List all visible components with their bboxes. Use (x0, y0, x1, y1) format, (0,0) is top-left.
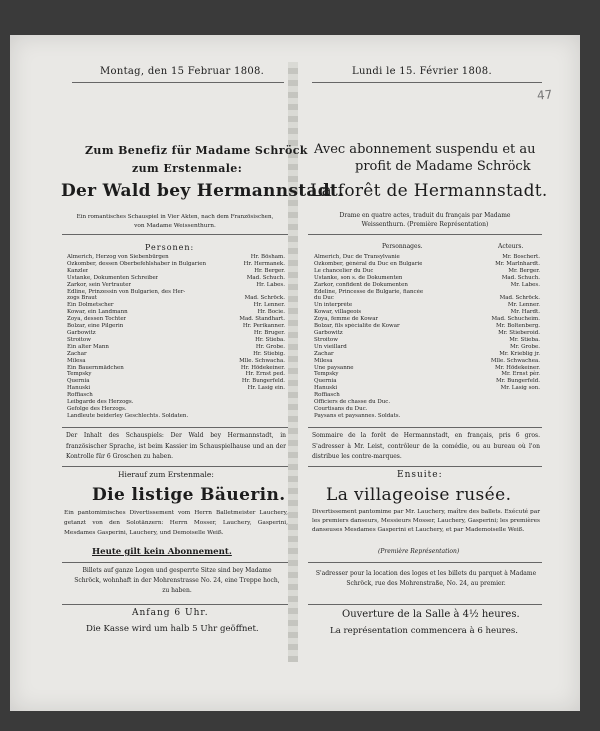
left-abonnement: Heute gilt kein Abonnement. (92, 547, 232, 557)
cast-row (314, 344, 540, 351)
cast-row (314, 254, 540, 261)
cast-row (67, 302, 285, 309)
cast-role: Stroitow (67, 336, 91, 343)
cast-row (67, 254, 285, 261)
cast-row (314, 406, 540, 413)
cast-actor: Mr. Hödekeiner. (495, 364, 540, 371)
left-after-line: Hierauf zum Erstenmale: (118, 470, 214, 479)
right-second-note: (Première Représentation) (378, 548, 460, 555)
cast-role: Almerich, Herzog von Siebenbürgen (67, 254, 169, 260)
cast-row (67, 406, 285, 413)
cast-row (67, 358, 285, 365)
cast-actor: Hr. Lasig ein. (247, 385, 285, 392)
cast-actor: Mr. Stieba. (509, 336, 540, 343)
cast-row (314, 323, 540, 330)
cast-row (314, 330, 540, 337)
cast-role: Kowar, villageois (314, 309, 362, 316)
cast-actor: Hr. Grobe. (255, 343, 285, 350)
left-benefit-line2: zum Erstenmale: (132, 162, 243, 175)
cast-row (314, 351, 540, 358)
cast-actor: Hr. Berger. (254, 267, 285, 274)
left-subtitle-1: Ein romantisches Schauspiel in Vier Akten, nach dem Französischen, (76, 214, 274, 220)
left-benefit-line1: Zum Benefiz für Madame Schröck (85, 144, 308, 157)
cast-row (67, 413, 285, 420)
right-start: Ouverture de la Salle à 4½ heures. (342, 609, 520, 620)
corner-number: 47 (536, 87, 553, 103)
cast-actor: Mad. Schröck. (499, 295, 540, 302)
cast-role: Roffiasch (67, 392, 93, 399)
left-cast-heading: Personen: (145, 243, 195, 252)
cast-role: Milesa (67, 357, 86, 364)
left-rule-1 (62, 234, 288, 235)
cast-role: Milesa (314, 357, 333, 364)
cast-row (67, 282, 285, 289)
cast-row (67, 261, 285, 268)
left-rule-4 (62, 562, 288, 563)
cast-row (67, 371, 285, 378)
cast-row (67, 378, 285, 385)
cast-row (67, 330, 285, 337)
cast-actor: Mr. Stieberoid. (498, 329, 540, 336)
cast-role: Quernia (67, 378, 90, 385)
cast-row (314, 337, 540, 344)
left-note: Der Inhalt des Schauspiels: Der Wald bey Hermannstadt, in französischer Sprache, ist beim Kassier im Schauspielhause und an der Kontrolle für 6 Groschen zu haben. (66, 432, 286, 460)
right-rule-1 (308, 234, 542, 235)
left-subtitle-2: von Madame Weissenthurn. (134, 223, 216, 229)
cast-actor: Hr. Ernst ped. (245, 371, 285, 378)
cast-row (67, 275, 285, 282)
cast-actor: Mr. Marlnhardt. (495, 260, 540, 267)
right-subtitle-1: Drame en quatre actes, traduit du français par Madame (339, 212, 511, 219)
cast-row (67, 316, 285, 323)
cast-row (67, 399, 285, 406)
cast-role: Ein Dolmetscher (67, 302, 114, 309)
cast-role: Paysans et paysannes. Soldats. (314, 412, 401, 419)
left-rule-2 (62, 427, 288, 428)
cast-actor: Hr. Hermanek. (243, 260, 285, 267)
cast-actor: Hr. Lenner. (253, 302, 285, 309)
cast-role: Quernia (314, 378, 337, 385)
cast-actor: Mad. Schuch. (501, 274, 540, 281)
cast-row (67, 323, 285, 330)
cast-role: Officiers de chasse du Duc. (314, 399, 391, 406)
left-rule-5 (62, 604, 288, 605)
cast-role: Un vieillard (314, 343, 347, 350)
cast-role: Tempsky (67, 371, 92, 378)
cast-row (314, 385, 540, 392)
cast-actor: Mlle. Schwacha. (239, 357, 285, 364)
cast-role: Un interprète (314, 302, 353, 309)
cast-role: Garbowitz (314, 329, 343, 336)
cast-actor: Hr. Perikanner. (242, 323, 285, 330)
cast-row (314, 378, 540, 385)
right-date-rule (312, 82, 542, 83)
cast-role: Edline, Prinzessin von Bulgarien, des Her- (67, 288, 186, 295)
left-rule-3 (62, 466, 288, 467)
cast-row (314, 399, 540, 406)
cast-role: Une paysanne (314, 364, 354, 371)
right-note: Sommaire de la forêt de Hermannstadt, en français, pris 6 gros. S'adresser à Mr. Leist, contrôleur de la comédie, ou au bureau où l'on distribue les contre-marques. (312, 432, 540, 460)
right-rule-5 (308, 604, 542, 605)
cast-actor: Hr. Bruger. (253, 329, 285, 336)
cast-actor: Mr. Grobe. (509, 343, 540, 350)
cast-row (314, 413, 540, 420)
cast-row (314, 371, 540, 378)
cast-row (67, 344, 285, 351)
cast-row (314, 316, 540, 323)
right-second-title: La villageoise rusée. (326, 485, 512, 505)
left-second-title: Die listige Bäuerin. (92, 485, 286, 505)
cast-role: Landleute beiderley Geschlechts. Soldaten. (67, 412, 189, 419)
cast-role: Zoya, femme de Kowar (314, 316, 379, 323)
cast-role: Le chancelier du Duc (314, 267, 374, 274)
cast-actor: Mr. Berger. (508, 267, 540, 274)
cast-role: du Duc (314, 295, 334, 302)
cast-actor: Mr. Lenner. (507, 302, 540, 309)
cast-role: Edeline, Princesse de Bulgarie, fiancée (314, 288, 424, 295)
cast-role: Zarkor, confident de Dokumenten (314, 281, 408, 288)
cast-actor: Mad. Standhart. (239, 316, 285, 323)
cast-actor: Hr. Hödekeiner. (240, 364, 285, 371)
left-date-rule (72, 82, 284, 83)
cast-role: Hanuski (67, 385, 91, 392)
cast-actor: Hr. Stiebig. (253, 350, 285, 357)
cast-actor: Mr. Krieblig jr. (499, 350, 540, 357)
cast-role: Zachar (314, 350, 334, 357)
right-second-desc: Divertissement pantomime par Mr. Lauchery, maître des ballets. Exécuté par les premiers danseurs, Messieurs Mosser, Lauchery, Gasperini; les premières danseuses Mesdames Gasperini et Lauchery, et par Mademoiselle Weiß. (312, 509, 540, 534)
cast-row (314, 275, 540, 282)
right-benefit-line2: profit de Madame Schröck (355, 159, 531, 174)
right-cast-heading-actors: Acteurs. (498, 243, 524, 250)
right-after-line: Ensuite: (397, 470, 443, 480)
cast-role: Ozkomber, dessen Oberbefehlshaber in Bulgarien (67, 260, 206, 267)
left-tickets: Billets auf ganze Logen und gesperrte Sitze sind bey Madame Schröck, wohnhaft in der Mohrenstrasse No. 24, eine Treppe hoch, zu haben. (74, 567, 280, 594)
cast-role: Ein Bauernmädchen (67, 364, 124, 371)
right-subtitle-2: Weissenthurn. (Première Représentation) (361, 221, 489, 228)
cast-role: Kowar, ein Landmann (67, 309, 128, 316)
cast-role: Ustanke, son s. de Dokumenten (314, 274, 403, 281)
cast-row (67, 385, 285, 392)
cast-actor: Hr. Bungerfeld. (241, 378, 285, 385)
cast-row (314, 392, 540, 399)
left-cast-list (67, 254, 285, 420)
cast-row (314, 309, 540, 316)
cast-row (67, 268, 285, 275)
cast-row (67, 351, 285, 358)
cast-actor: Hr. Bocie. (257, 309, 285, 316)
right-cash: La représentation commencera à 6 heures. (330, 626, 519, 636)
cast-row (67, 295, 285, 302)
cast-row (67, 289, 285, 296)
right-cast-heading-roles: Personnages. (382, 243, 423, 250)
cast-row (314, 289, 540, 296)
cast-row (314, 295, 540, 302)
cast-role: Zoya, dessen Tochter (67, 316, 127, 323)
right-cast-list (314, 254, 540, 420)
cast-row (314, 358, 540, 365)
cast-role: Gefolge des Herzogs. (67, 405, 127, 412)
cast-actor: Mad. Schuch. (246, 274, 285, 281)
cast-actor: Mad. Schröck. (244, 295, 285, 302)
left-cash: Die Kasse wird um halb 5 Uhr geöffnet. (86, 624, 259, 634)
left-date: Montag, den 15 Februar 1808. (100, 66, 265, 77)
cast-role: Ozkomber, général du Duc en Bulgarie (314, 260, 423, 267)
cast-actor: Mr. Bungerfeld. (495, 378, 540, 385)
cast-role: Zachar (67, 350, 87, 357)
cast-role: Ustanke, Dokumenten Schreiber (67, 274, 159, 281)
cast-actor: Hr. Stieba. (255, 336, 285, 343)
cast-role: Leibgarde des Herzogs. (67, 399, 134, 406)
right-date: Lundi le 15. Février 1808. (352, 66, 492, 77)
cast-actor: Mr. Hardt. (510, 309, 540, 316)
cast-actor: Hr. Labes. (256, 281, 285, 288)
cast-actor: Mad. Schucheim. (491, 316, 540, 323)
left-second-desc: Ein pantomimisches Divertissement vom Herrn Balletmeister Lauchery, getanzt von den Solotänzern: Herrn Mosser, Lauchery, Gasperini, Mesdames Gasperini, Lauchery, und Demoiselle Weiß. (64, 510, 288, 536)
cast-row (67, 365, 285, 372)
cast-actor: Mr. Boltenberg. (496, 323, 540, 330)
cast-role: Stroitow (314, 336, 338, 343)
right-title: La forêt de Hermannstadt. (310, 181, 548, 201)
cast-role: zogs Braut (67, 295, 98, 302)
cast-row (67, 337, 285, 344)
cast-role: Bolzar, eine Pilgerin (67, 323, 124, 330)
cast-role: Garbowitz (67, 329, 96, 336)
cast-role: Ein alter Mann (67, 343, 109, 350)
cast-role: Tempsky (314, 371, 339, 378)
cast-role: Almerich, Duc de Transylvanie (314, 254, 400, 260)
right-rule-2 (308, 427, 542, 428)
cast-row (314, 302, 540, 309)
cast-actor: Mr. Lasig son. (500, 385, 540, 392)
cast-role: Zarkor, sein Vertrauter (67, 281, 132, 288)
right-rule-3 (308, 466, 542, 467)
right-tickets: S'adresser pour la location des loges et les billets du parquet à Madame Schröck, rue des Mohrenstraße, No. 24, au premier. (315, 570, 537, 587)
right-benefit-line1: Avec abonnement suspendu et au (314, 142, 536, 157)
cast-actor: Mr. Boschert. (502, 254, 540, 260)
cast-actor: Mlle. Schwachea. (490, 357, 540, 364)
cast-role: Kanzler (67, 267, 89, 274)
cast-role: Bolzar, fils spécialite de Kowar (314, 323, 400, 330)
cast-row (314, 261, 540, 268)
left-start: Anfang 6 Uhr. (132, 608, 209, 618)
cast-role: Courtisans du Duc. (314, 405, 368, 412)
left-title: Der Wald bey Hermannstadt. (61, 181, 345, 201)
cast-row (67, 392, 285, 399)
cast-actor: Mr. Labes. (510, 281, 540, 288)
right-rule-4 (308, 562, 542, 563)
cast-role: Roffiasch (314, 392, 340, 399)
cast-actor: Mr. Ernst pèr. (501, 371, 540, 378)
cast-actor: Hr. Bösham. (250, 254, 285, 260)
cast-row (67, 309, 285, 316)
cast-row (314, 268, 540, 275)
cast-row (314, 282, 540, 289)
cast-role: Hanuski (314, 385, 338, 392)
